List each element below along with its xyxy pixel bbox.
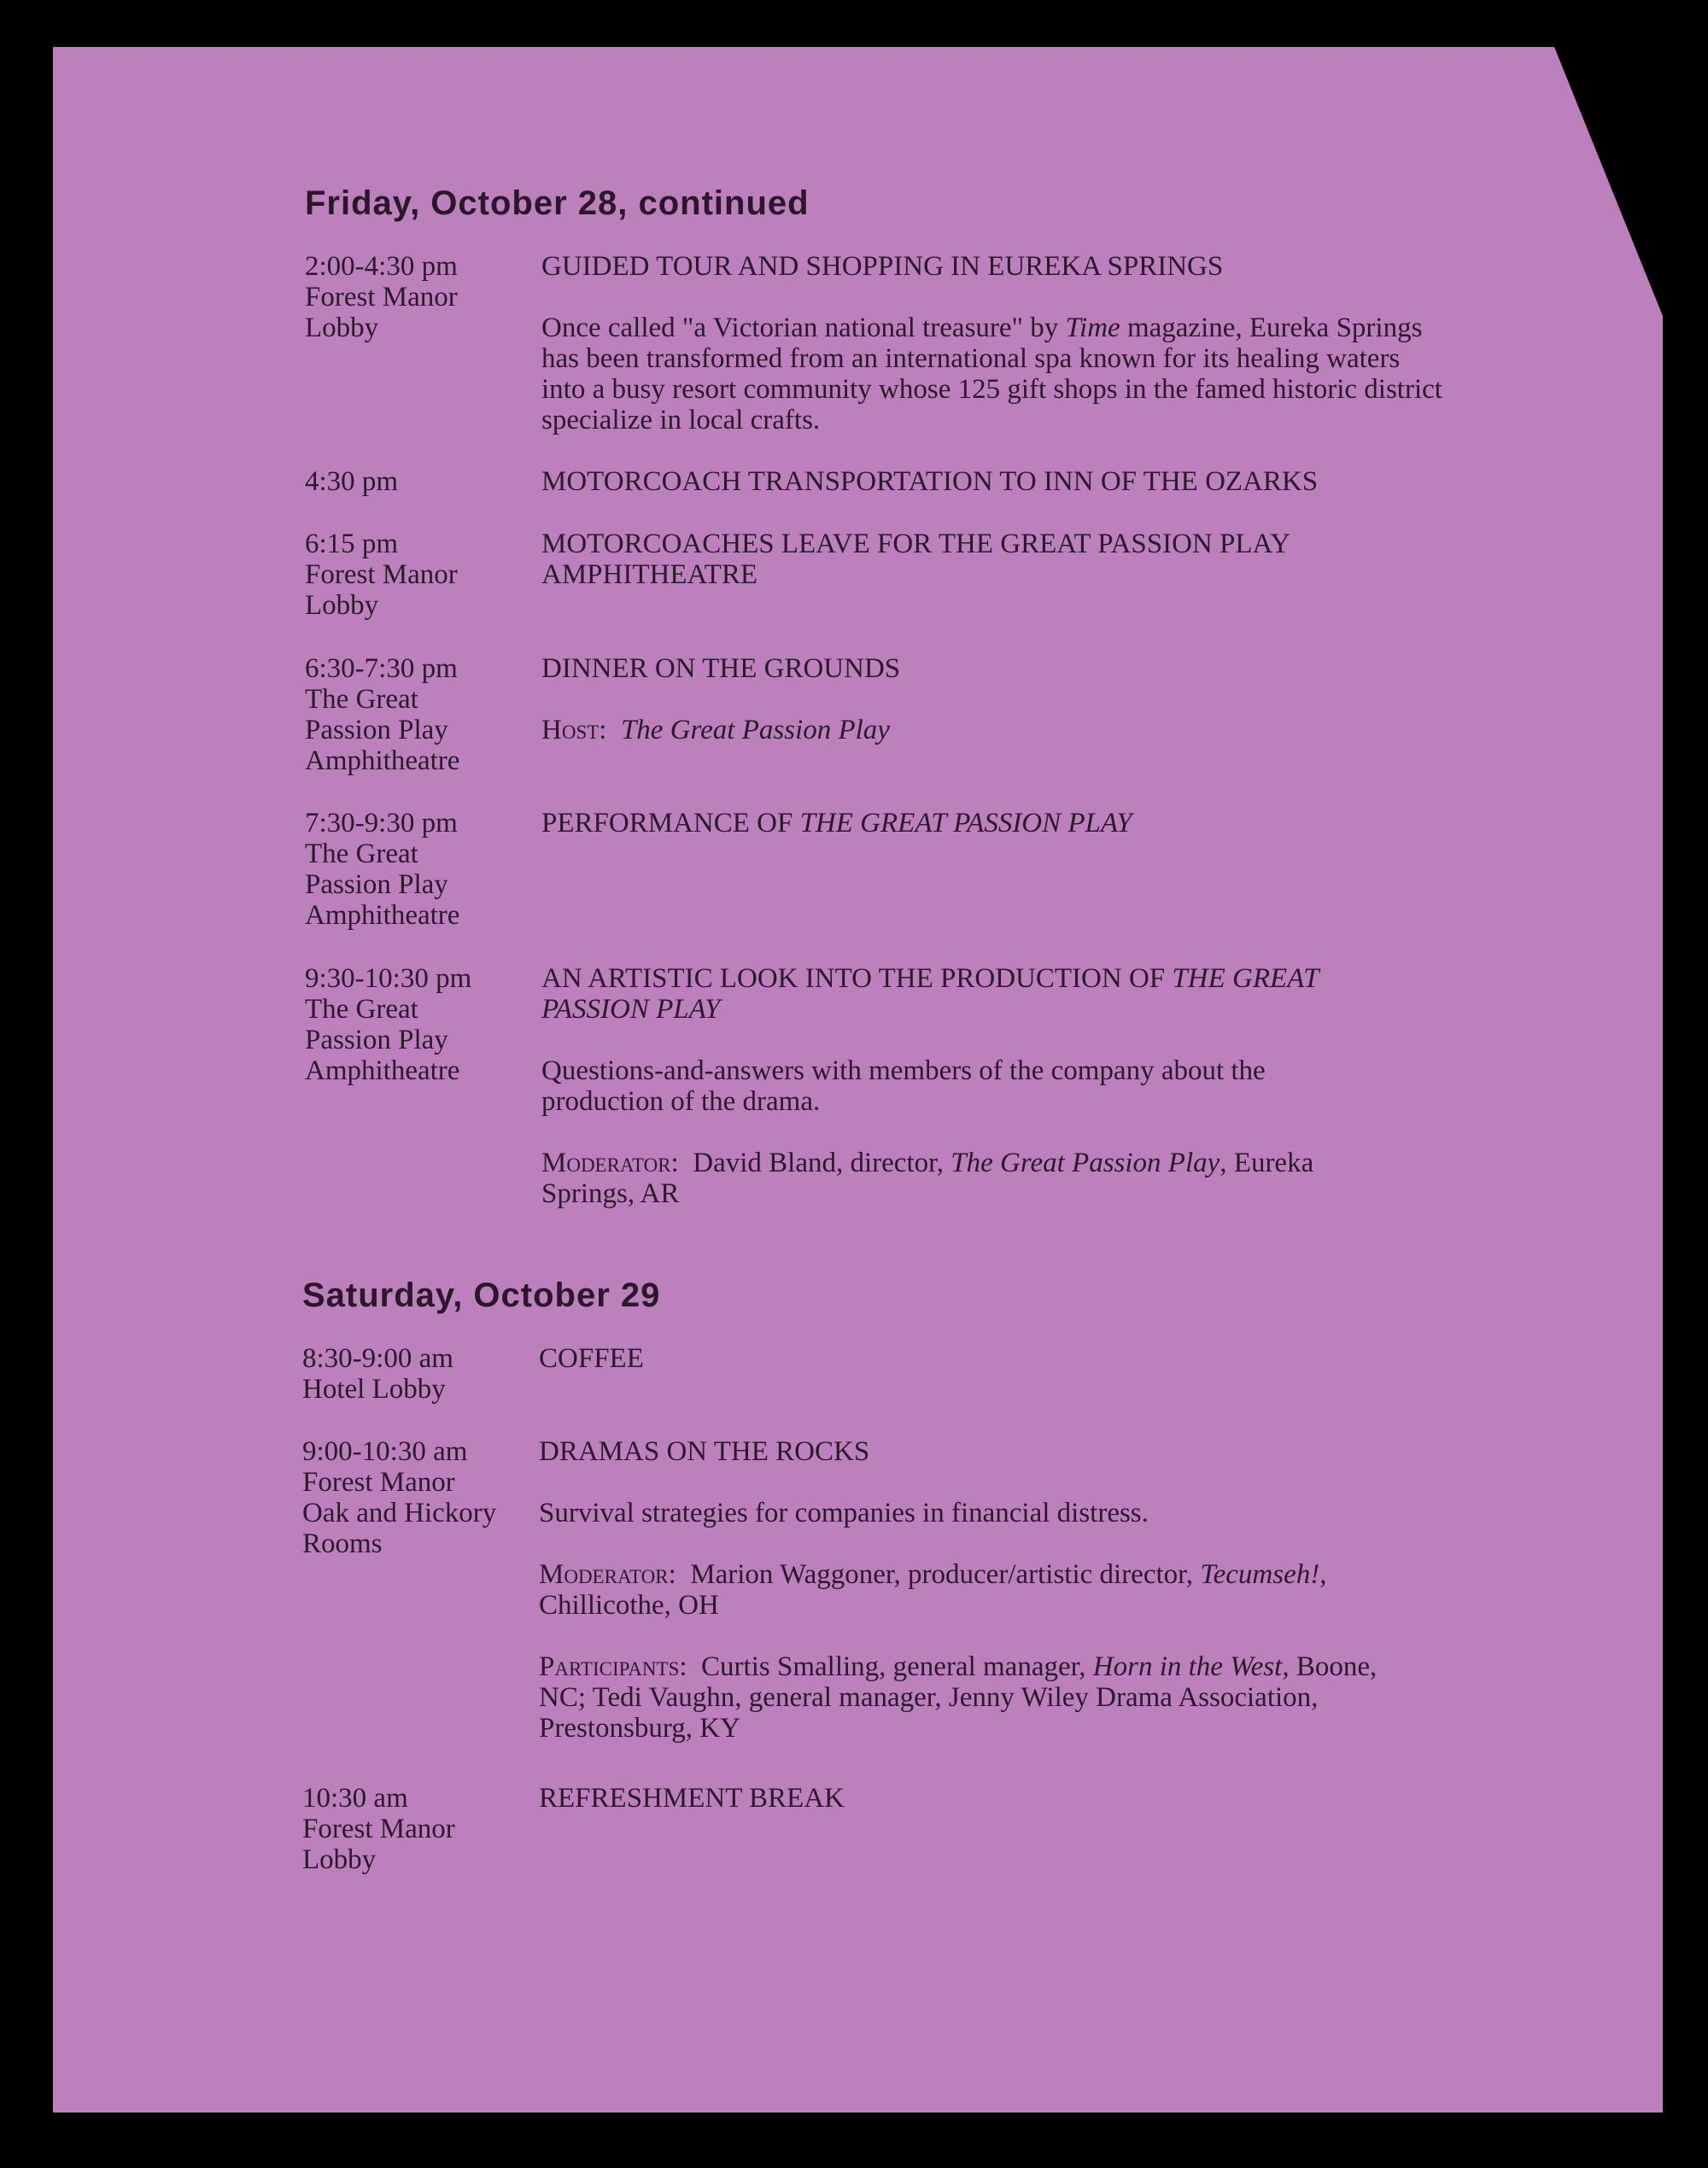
host-label: Host: (541, 715, 607, 745)
entry-time-location (305, 251, 535, 343)
entry-details (541, 653, 1447, 745)
entry-location: Passion Play (305, 869, 448, 900)
entry-location: Lobby (302, 1844, 377, 1875)
entry-details (541, 466, 1447, 497)
entry-heading: MOTORCOACHES LEAVE FOR THE GREAT PASSION PLAY AMPHITHEATRE (541, 529, 1290, 590)
entry-time: 10:30 am (302, 1783, 408, 1814)
entry-heading: DRAMAS ON THE ROCKS (539, 1436, 870, 1467)
moderator-label: Moderator: (539, 1559, 676, 1590)
entry-description: Questions-and-answers with members of the company about the production of the drama. (541, 1055, 1266, 1117)
entry-location: The Great (305, 839, 418, 869)
section-title-saturday: Saturday, October 29 (302, 1277, 661, 1314)
entry-heading: GUIDED TOUR AND SHOPPING IN EUREKA SPRINGS (541, 251, 1224, 282)
entry-location: Oak and Hickory (302, 1498, 497, 1528)
entry-location: Lobby (305, 313, 379, 343)
entry-details (541, 808, 1447, 839)
entry-details (541, 251, 1447, 435)
entry-location: Passion Play (305, 715, 448, 745)
entry-time-location (305, 529, 535, 621)
entry-description: Survival strategies for companies in financial distress. (539, 1498, 1149, 1528)
entry-location: Lobby (305, 590, 379, 621)
entry-heading: REFRESHMENT BREAK (539, 1783, 845, 1814)
entry-location: Forest Manor (305, 559, 458, 590)
entry-details (541, 963, 1378, 1209)
entry-moderator: Moderator: David Bland, director, The Great Passion Play, Eureka Springs, AR (541, 1148, 1314, 1209)
entry-time-location (305, 963, 535, 1086)
entry-time: 6:15 pm (305, 529, 399, 559)
entry-time-location (305, 653, 535, 776)
entry-location: The Great (305, 684, 418, 715)
entry-time: 4:30 pm (305, 466, 399, 497)
entry-description: Once called "a Victorian national treasure" by Time magazine, Eureka Springs has been transformed from an international spa known for its healing waters into a busy resort community whose 125 gift shops in the famed historic district specialize in local crafts. (541, 313, 1442, 435)
entry-location: Amphitheatre (305, 745, 460, 776)
entry-details (539, 1343, 1444, 1374)
entry-heading: PERFORMANCE OF THE GREAT PASSION PLAY (541, 808, 1132, 839)
entry-location: Forest Manor (302, 1814, 455, 1844)
entry-time-location (302, 1343, 533, 1405)
entry-time-location (302, 1783, 533, 1875)
entry-location: Amphitheatre (305, 900, 460, 931)
section-title-friday: Friday, October 28, continued (305, 184, 810, 222)
entry-time: 8:30-9:00 am (302, 1343, 453, 1374)
entry-location: Forest Manor (305, 282, 458, 313)
entry-heading: AN ARTISTIC LOOK INTO THE PRODUCTION OF THE GREAT PASSION PLAY (541, 963, 1319, 1025)
entry-details (539, 1436, 1410, 1744)
entry-participants: Participants: Curtis Smalling, general manager, Horn in the West, Boone, NC; Tedi Vaughn, general manager, Jenny Wiley Drama Association, Prestonsburg, KY (539, 1651, 1378, 1744)
entry-host: Host: The Great Passion Play (541, 715, 890, 745)
entry-location: Hotel Lobby (302, 1374, 446, 1405)
entry-time: 2:00-4:30 pm (305, 251, 458, 282)
entry-details (539, 1783, 1444, 1814)
entry-time: 6:30-7:30 pm (305, 653, 458, 684)
entry-time: 9:00-10:30 am (302, 1436, 468, 1467)
entry-location: Passion Play (305, 1025, 448, 1055)
moderator-label: Moderator: (541, 1148, 679, 1178)
entry-location: Amphitheatre (305, 1055, 460, 1086)
entry-time-location (302, 1436, 533, 1559)
participants-label: Participants: (539, 1651, 687, 1682)
entry-time: 7:30-9:30 pm (305, 808, 458, 839)
entry-heading: COFFEE (539, 1343, 644, 1374)
entry-details (541, 529, 1395, 590)
entry-time: 9:30-10:30 pm (305, 963, 472, 994)
entry-heading: MOTORCOACH TRANSPORTATION TO INN OF THE OZARKS (541, 466, 1319, 497)
entry-location: The Great (305, 994, 418, 1025)
entry-moderator: Moderator: Marion Waggoner, producer/artistic director, Tecumseh!, Chillicothe, OH (539, 1559, 1327, 1621)
entry-time-location (305, 466, 535, 497)
entry-location: Rooms (302, 1528, 383, 1559)
entry-time-location (305, 808, 535, 931)
entry-location: Forest Manor (302, 1467, 455, 1498)
entry-heading: DINNER ON THE GROUNDS (541, 653, 901, 684)
